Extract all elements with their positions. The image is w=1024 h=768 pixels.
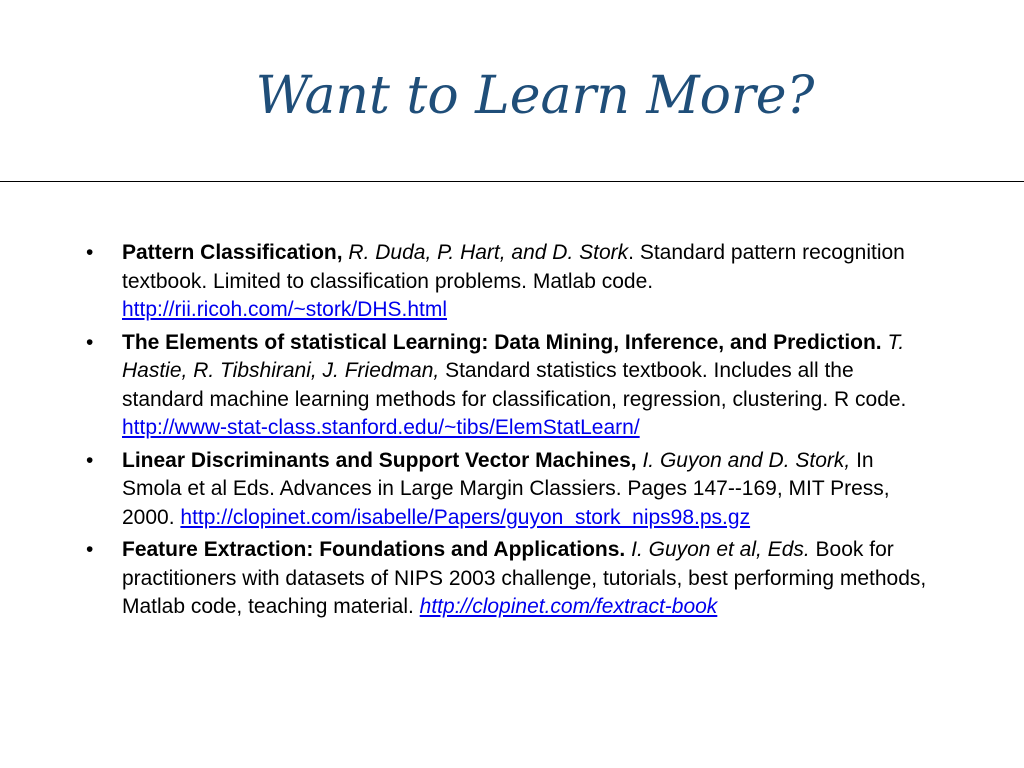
reference-description: Book for practitioners with datasets of NIPS 2003 challenge, tutorials, best performing methods, Matlab code, teaching material. (122, 538, 927, 618)
reference-authors: T. Hastie, R. Tibshirani, J. Friedman, (122, 330, 905, 382)
reference-description: . Standard pattern recognition textbook. Limited to classification problems. Matlab code. (122, 241, 905, 293)
reference-description: Standard statistics textbook. Includes all the standard machine learning methods for classification, regression, clustering. R code. (122, 359, 907, 411)
reference-item-feature-extraction (86, 536, 932, 622)
title-divider (0, 181, 1024, 182)
bullet-icon: • (86, 330, 94, 354)
reference-title: The Elements of statistical Learning: Data Mining, Inference, and Prediction. (122, 330, 882, 354)
bullet-icon: • (86, 448, 94, 472)
reading-list (86, 239, 932, 626)
reference-link[interactable]: http://clopinet.com/isabelle/Papers/guyon_stork_nips98.ps.gz (180, 505, 751, 529)
reference-link[interactable]: http://www-stat-class.stanford.edu/~tibs/ElemStatLearn/ (122, 416, 640, 439)
reference-link[interactable]: http://clopinet.com/fextract-book (419, 595, 718, 618)
reference-authors: I. Guyon et al, Eds. (631, 538, 810, 561)
reference-description: In Smola et al Eds. Advances in Large Margin Classiers. Pages 147--169, MIT Press, 2000. (122, 448, 890, 529)
reference-title: Linear Discriminants and Support Vector Machines, (122, 448, 637, 472)
bullet-icon: • (86, 241, 94, 264)
reference-item-linear-discriminants-svm (86, 447, 932, 533)
reference-item-elements-of-statistical-learning (86, 329, 932, 443)
reference-title: Feature Extraction: Foundations and Applications. (122, 538, 626, 561)
bullet-icon: • (86, 538, 94, 561)
reference-title: Pattern Classification, (122, 241, 343, 264)
reference-authors: R. Duda, P. Hart, and D. Stork (348, 241, 629, 264)
reference-item-pattern-classification (86, 239, 932, 325)
reference-link[interactable]: http://rii.ricoh.com/~stork/DHS.html (122, 298, 447, 321)
slide-title: Want to Learn More? (255, 66, 815, 126)
reference-authors: I. Guyon and D. Stork, (642, 448, 851, 472)
